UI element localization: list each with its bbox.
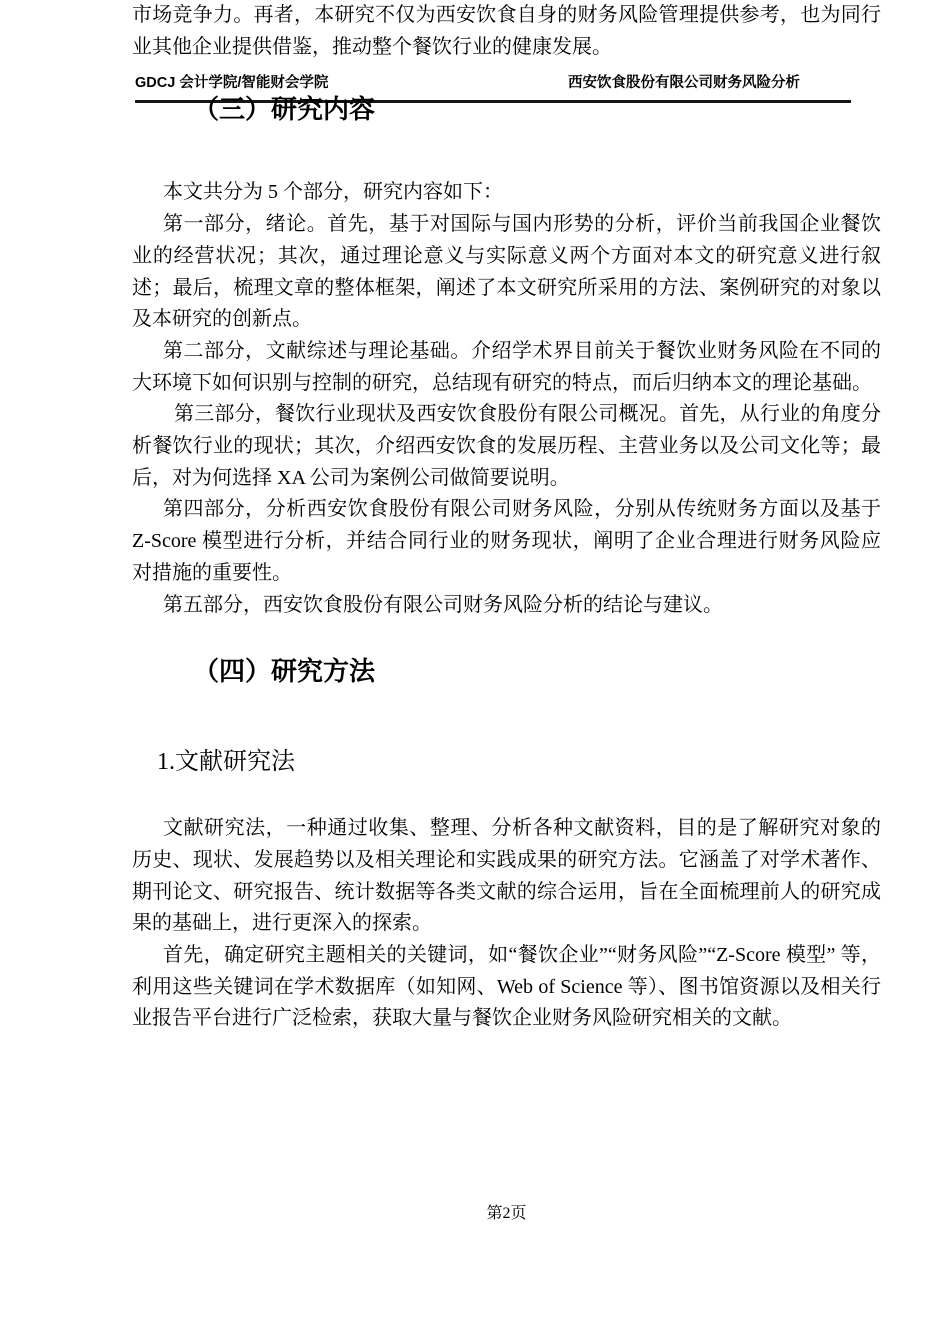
subsection-heading-literature-research: 1.文献研究法 [157,749,295,776]
body-paragraph: 第四部分，分析西安饮食股份有限公司财务风险，分别从传统财务方面以及基于 Z-Score 模型进行分析，并结合同行业的财务现状，阐明了企业合理进行财务风险应对措施的重要性。 [132,498,881,584]
document-body [132,0,881,1035]
page-number: 第2页 [486,1205,527,1222]
section-heading-research-content: （三）研究内容 [193,94,376,125]
body-paragraph: 文献研究法，一种通过收集、整理、分析各种文献资料，目的是了解研究对象的历史、现状、发展趋势以及相关理论和实践成果的研究方法。它涵盖了对学术著作、期刊论文、研究报告、统计数据等各类文献的综合运用，旨在全面梳理前人的研究成果的基础上，进行更深入的探索。 [132,817,881,935]
body-paragraph: 首先，确定研究主题相关的关键词，如“餐饮企业”“财务风险”“Z-Score 模型” 等，利用这些关键词在学术数据库（如知网、Web of Science 等）、图书馆资源以及相关行业报告平台进行广泛检索，获取大量与餐饮企业财务风险研究相关的文献。 [132,944,881,1030]
body-paragraph: 第一部分，绪论。首先，基于对国际与国内形势的分析，评价当前我国企业餐饮业的经营状况；其次，通过理论意义与实际意义两个方面对本文的研究意义进行叙述；最后，梳理文章的整体框架，阐述了本文研究所采用的方法、案例研究的对象以及本研究的创新点。 [132,213,881,331]
body-paragraph-continuation: 市场竞争力。再者，本研究不仅为西安饮食自身的财务风险管理提供参考，也为同行业其他企业提供借鉴，推动整个餐饮行业的健康发展。 [132,4,881,58]
header-right-text: 西安饮食股份有限公司财务风险分析 [568,75,800,91]
section-heading-research-methods: （四）研究方法 [193,656,376,687]
header-left-text: GDCJ 会计学院/智能财会学院 [135,75,329,91]
subsection-literature-research [132,813,881,1035]
body-paragraph: 本文共分为 5 个部分，研究内容如下： [163,181,503,204]
body-paragraph: 第三部分，餐饮行业现状及西安饮食股份有限公司概况。首先，从行业的角度分析餐饮行业的现状；其次，介绍西安饮食的发展历程、主营业务以及公司文化等；最后，对为何选择 XA 公司为案例公司做简要说明。 [132,403,881,489]
page-footer [132,1203,881,1225]
body-paragraph: 第五部分，西安饮食股份有限公司财务风险分析的结论与建议。 [163,593,723,616]
section-research-content [132,177,881,621]
body-paragraph: 第二部分，文献综述与理论基础。介绍学术界目前关于餐饮业财务风险在不同的大环境下如何识别与控制的研究，总结现有研究的特点，而后归纳本文的理论基础。 [132,339,881,394]
